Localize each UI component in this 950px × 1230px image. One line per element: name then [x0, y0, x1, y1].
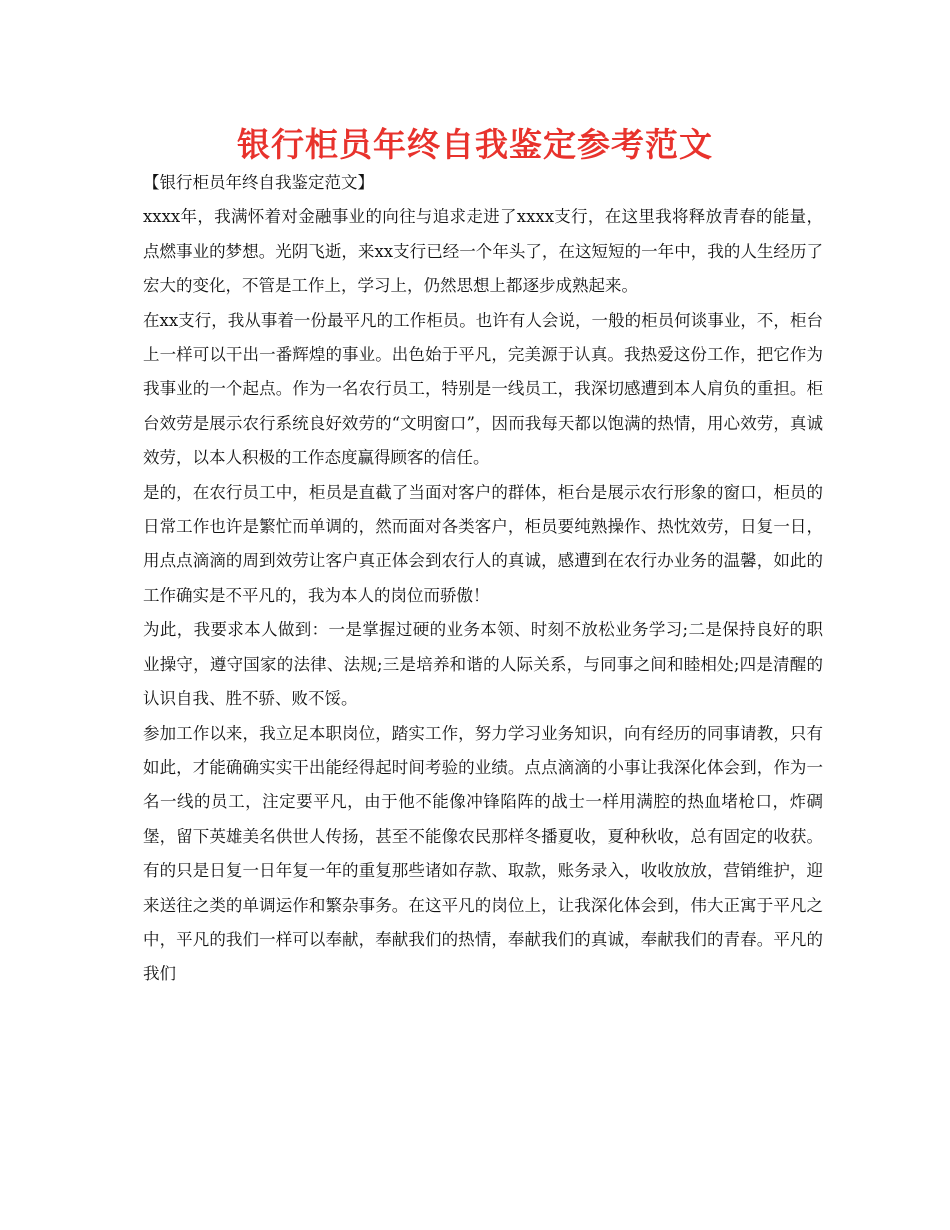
paragraph: 为此，我要求本人做到：一是掌握过硬的业务本领、时刻不放松业务学习;二是保持良好的职业操守，遵守国家的法律、法规;三是培养和谐的人际关系，与同事之间和睦相处;四是清醒的认识自我、胜不骄、败不馁。: [143, 620, 823, 709]
document-body: [143, 166, 823, 992]
paragraph: 是的，在农行员工中，柜员是直截了当面对客户的群体，柜台是展示农行形象的窗口，柜员的日常工作也许是繁忙而单调的，然而面对各类客户，柜员要纯熟操作、热忱效劳，日复一日，用点点滴滴的周到效劳让客户真正体会到农行人的真诚，感遭到在农行办业务的温馨，如此的工作确实是不平凡的，我为本人的岗位而骄傲！: [143, 482, 823, 605]
paragraph: 在xx支行，我从事着一份最平凡的工作柜员。也许有人会说，一般的柜员何谈事业，不，柜台上一样可以干出一番辉煌的事业。出色始于平凡，完美源于认真。我热爱这份工作，把它作为我事业的一个起点。作为一名农行员工，特别是一线员工，我深切感遭到本人肩负的重担。柜台效劳是展示农行系统良好效劳的“文明窗口”，因而我每天都以饱满的热情，用心效劳，真诚效劳，以本人积极的工作态度赢得顾客的信任。: [143, 310, 823, 468]
document-title: 银行柜员年终自我鉴定参考范文: [237, 125, 713, 164]
paragraph-heading: 【银行柜员年终自我鉴定范文】: [143, 173, 374, 192]
paragraph: xxxx年，我满怀着对金融事业的向往与追求走进了xxxx支行，在这里我将释放青春的能量，点燃事业的梦想。光阴飞逝，来xx支行已经一个年头了，在这短短的一年中，我的人生经历了宏大的变化，不管是工作上，学习上，仍然思想上都逐步成熟起来。: [143, 207, 823, 296]
paragraph: 参加工作以来，我立足本职岗位，踏实工作，努力学习业务知识，向有经历的同事请教，只有如此，才能确确实实干出能经得起时间考验的业绩。点点滴滴的小事让我深化体会到，作为一名一线的员工，注定要平凡，由于他不能像冲锋陷阵的战士一样用满腔的热血堵枪口，炸碉堡，留下英雄美名供世人传扬，甚至不能像农民那样冬播夏收，夏种秋收，总有固定的收获。有的只是日复一日年复一年的重复那些诸如存款、取款，账务录入，收收放放，营销维护，迎来送往之类的单调运作和繁杂事务。在这平凡的岗位上，让我深化体会到，伟大正寓于平凡之中，平凡的我们一样可以奉献，奉献我们的热情，奉献我们的真诚，奉献我们的青春。平凡的我们: [143, 723, 823, 984]
